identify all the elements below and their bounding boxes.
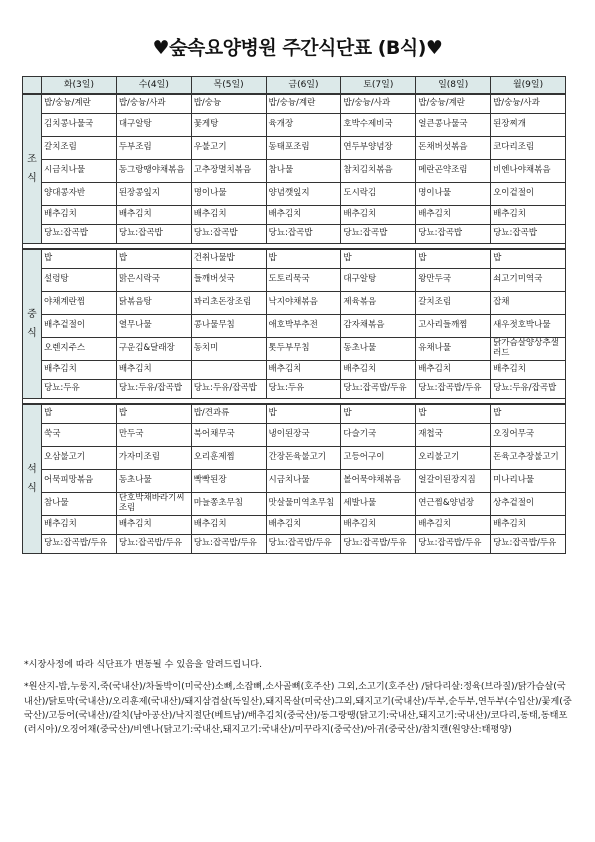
menu-cell: 당뇨:잡곡밥 — [116, 225, 191, 244]
day-header: 금(6일) — [266, 77, 341, 95]
menu-cell: 시금치나물 — [42, 160, 117, 183]
menu-cell: 갈치조림 — [416, 292, 491, 315]
menu-cell: 제육볶음 — [341, 292, 416, 315]
menu-cell: 밥/견과류 — [191, 404, 266, 424]
menu-cell: 마늘쫑초무침 — [191, 493, 266, 516]
day-header: 목(5일) — [191, 77, 266, 95]
menu-cell: 참나물 — [42, 493, 117, 516]
menu-cell: 얼갈이된장지짐 — [416, 470, 491, 493]
menu-cell: 배추김치 — [191, 516, 266, 535]
meal-label: 석 식 — [23, 404, 42, 554]
menu-row — [23, 516, 566, 535]
origin-text: *원산지-밥,누룽지,죽(국내산)/차돌박이(미국산)소뼈,소잡뼈,소사골뼈(호주산) 그외,소고기(호주산) /닭다리살:정육(브라질)/닭가슴살(국내산)/닭토막(국내산)/오리훈제(국내산)/돼지삼겹살(독일산),돼지목살(미국산)그외,돼지고기(국내산)/두부,순두부,연두부(수입산)/꽃게(중국산)/고등어(국내산)/갈치(남아공산)/낙지절단(베트남)/배추김치(중국산)/동그랑땡(닭고기:국내산,돼지고기:국내산)/코다리,동태,동태포(러시아)/오징어채(중국산)/비엔나(닭고기:국내산,돼지고기:국내산)/미꾸라지(중국산)/아귀(중국산)/참치캔(원양산:태평양) — [24, 681, 572, 735]
menu-cell: 꽃게탕 — [191, 114, 266, 137]
menu-row — [23, 160, 566, 183]
menu-cell: 배추김치 — [116, 206, 191, 225]
menu-cell: 명이나물 — [416, 183, 491, 206]
menu-row — [23, 493, 566, 516]
menu-cell: 유채나물 — [416, 338, 491, 361]
menu-cell: 호박수제비국 — [341, 114, 416, 137]
menu-cell: 밥 — [116, 249, 191, 269]
menu-cell: 동그랑땡야채볶음 — [116, 160, 191, 183]
menu-cell: 빡빡된장 — [191, 470, 266, 493]
menu-row — [23, 137, 566, 160]
menu-header — [23, 77, 566, 95]
menu-cell: 갈치조림 — [42, 137, 117, 160]
menu-cell: 북어채무국 — [191, 424, 266, 447]
menu-cell: 배추김치 — [116, 516, 191, 535]
page-title: ♥숲속요양병원 주간식단표 (B식)♥ — [152, 37, 443, 59]
menu-cell: 열무나물 — [116, 315, 191, 338]
menu-cell: 왕만두국 — [416, 269, 491, 292]
menu-cell: 애호박부추전 — [266, 315, 341, 338]
menu-row — [23, 225, 566, 244]
menu-cell: 오징어무국 — [491, 424, 566, 447]
menu-cell: 두부조림 — [116, 137, 191, 160]
menu-cell: 참치김치볶음 — [341, 160, 416, 183]
menu-cell: 밥 — [341, 249, 416, 269]
menu-cell: 당뇨:잡곡밥/두유 — [416, 535, 491, 554]
menu-cell: 낙지야채볶음 — [266, 292, 341, 315]
menu-cell: 얼큰콩나물국 — [416, 114, 491, 137]
menu-cell: 고추장멸치볶음 — [191, 160, 266, 183]
meal-label: 중 식 — [23, 249, 42, 399]
menu-cell: 시금치나물 — [266, 470, 341, 493]
menu-cell: 미나리나물 — [491, 470, 566, 493]
menu-cell: 배추김치 — [341, 206, 416, 225]
menu-cell: 메란곤약조림 — [416, 160, 491, 183]
menu-cell: 밥/숭늉/사과 — [491, 94, 566, 114]
menu-cell: 설렁탕 — [42, 269, 117, 292]
menu-cell: 당뇨:잡곡밥/두유 — [341, 535, 416, 554]
day-header: 일(8일) — [416, 77, 491, 95]
menu-cell: 연두부양념장 — [341, 137, 416, 160]
menu-cell: 밥 — [416, 249, 491, 269]
corner-cell — [23, 77, 42, 95]
menu-cell: 배추김치 — [341, 361, 416, 380]
menu-cell: 당뇨:두유/잡곡밥 — [491, 380, 566, 399]
menu-cell: 냉이된장국 — [266, 424, 341, 447]
menu-cell: 돈채버섯볶음 — [416, 137, 491, 160]
menu-cell: 오렌지주스 — [42, 338, 117, 361]
menu-cell: 닭가슴살양상추샐러드 — [491, 338, 566, 361]
menu-cell: 참나물 — [266, 160, 341, 183]
menu-cell: 감자채볶음 — [341, 315, 416, 338]
menu-row — [23, 424, 566, 447]
menu-cell: 당뇨:잡곡밥 — [416, 225, 491, 244]
menu-cell: 쇠고기미역국 — [491, 269, 566, 292]
menu-cell: 배추김치 — [491, 206, 566, 225]
menu-cell: 배추김치 — [266, 361, 341, 380]
menu-row — [23, 183, 566, 206]
menu-cell: 당뇨:잡곡밥 — [341, 225, 416, 244]
menu-row — [23, 380, 566, 399]
menu-cell: 꽈리초돈장조림 — [191, 292, 266, 315]
menu-cell: 닭볶음탕 — [116, 292, 191, 315]
menu-cell: 잡채 — [491, 292, 566, 315]
menu-cell: 동태포조림 — [266, 137, 341, 160]
menu-row — [23, 114, 566, 137]
menu-cell — [191, 361, 266, 380]
menu-cell: 동초나물 — [116, 470, 191, 493]
menu-cell: 오리불고기 — [416, 447, 491, 470]
menu-cell: 상추겉절이 — [491, 493, 566, 516]
menu-cell: 당뇨:잡곡밥/두유 — [42, 535, 117, 554]
menu-cell: 오삼불고기 — [42, 447, 117, 470]
menu-cell: 재첩국 — [416, 424, 491, 447]
menu-cell: 당뇨:잡곡밥/두유 — [491, 535, 566, 554]
menu-cell: 당뇨:잡곡밥/두유 — [266, 535, 341, 554]
menu-cell: 당뇨:잡곡밥/두유 — [116, 535, 191, 554]
menu-cell: 다슬기국 — [341, 424, 416, 447]
menu-row — [23, 361, 566, 380]
menu-cell: 배추김치 — [491, 516, 566, 535]
menu-cell: 밥/숭늉 — [191, 94, 266, 114]
day-header: 수(4일) — [116, 77, 191, 95]
day-header: 토(7일) — [341, 77, 416, 95]
menu-cell: 육개장 — [266, 114, 341, 137]
menu-cell: 양념깻잎지 — [266, 183, 341, 206]
menu-cell: 밥 — [341, 404, 416, 424]
menu-cell: 당뇨:두유 — [266, 380, 341, 399]
menu-cell: 코다리조림 — [491, 137, 566, 160]
menu-cell: 밥 — [42, 404, 117, 424]
menu-cell: 밥/숭늉/계란 — [416, 94, 491, 114]
menu-cell: 된장콩잎지 — [116, 183, 191, 206]
menu-cell: 동초나물 — [341, 338, 416, 361]
meal-label: 조 식 — [23, 94, 42, 244]
menu-cell: 돈육고추장불고기 — [491, 447, 566, 470]
menu-row — [23, 249, 566, 269]
menu-cell: 건취나물밥 — [191, 249, 266, 269]
menu-cell: 새우젓호박나물 — [491, 315, 566, 338]
menu-cell: 콩나물무침 — [191, 315, 266, 338]
menu-cell: 동치미 — [191, 338, 266, 361]
menu-cell: 배추김치 — [416, 361, 491, 380]
menu-row — [23, 315, 566, 338]
menu-cell: 구운김&달래장 — [116, 338, 191, 361]
menu-cell: 된장찌개 — [491, 114, 566, 137]
menu-cell: 비엔나야채볶음 — [491, 160, 566, 183]
menu-cell: 밥 — [266, 249, 341, 269]
menu-row — [23, 269, 566, 292]
menu-cell: 가자미조림 — [116, 447, 191, 470]
menu-cell: 당뇨:잡곡밥 — [491, 225, 566, 244]
menu-cell: 김치콩나물국 — [42, 114, 117, 137]
menu-cell: 밥 — [491, 404, 566, 424]
menu-cell: 간장돈육불고기 — [266, 447, 341, 470]
menu-row — [23, 535, 566, 554]
menu-cell: 밥 — [116, 404, 191, 424]
menu-cell: 당뇨:두유/잡곡밥 — [116, 380, 191, 399]
menu-cell: 배추겉절이 — [42, 315, 117, 338]
menu-cell: 당뇨:잡곡밥/두유 — [191, 535, 266, 554]
menu-row — [23, 470, 566, 493]
menu-cell: 당뇨:잡곡밥/두유 — [341, 380, 416, 399]
menu-cell: 만두국 — [116, 424, 191, 447]
menu-cell: 대구알탕 — [116, 114, 191, 137]
menu-cell: 당뇨:잡곡밥 — [191, 225, 266, 244]
weekly-menu-table — [22, 76, 566, 554]
day-header: 화(3일) — [42, 77, 117, 95]
menu-cell: 쑥국 — [42, 424, 117, 447]
menu-cell: 당뇨:잡곡밥 — [42, 225, 117, 244]
menu-cell: 맛살물미역초무침 — [266, 493, 341, 516]
menu-cell: 밥 — [416, 404, 491, 424]
menu-cell: 도시락김 — [341, 183, 416, 206]
day-header: 월(9일) — [491, 77, 566, 95]
menu-cell: 밥/숭늉/계란 — [266, 94, 341, 114]
menu-cell: 맑은시락국 — [116, 269, 191, 292]
menu-cell: 밥 — [266, 404, 341, 424]
menu-cell: 오이겉절이 — [491, 183, 566, 206]
menu-cell: 배추김치 — [266, 516, 341, 535]
menu-cell: 밥/숭늉/사과 — [341, 94, 416, 114]
menu-cell: 배추김치 — [116, 361, 191, 380]
menu-row — [23, 338, 566, 361]
menu-cell: 배추김치 — [416, 516, 491, 535]
menu-cell: 단호박채바라기씨조림 — [116, 493, 191, 516]
menu-cell: 고등어구이 — [341, 447, 416, 470]
menu-cell: 연근찜&양념장 — [416, 493, 491, 516]
menu-cell: 배추김치 — [42, 516, 117, 535]
menu-row — [23, 292, 566, 315]
menu-cell: 밥/숭늉/사과 — [116, 94, 191, 114]
menu-cell: 당뇨:잡곡밥/두유 — [416, 380, 491, 399]
menu-row — [23, 404, 566, 424]
menu-cell: 배추김치 — [191, 206, 266, 225]
menu-cell: 고사리들깨찜 — [416, 315, 491, 338]
menu-body — [23, 94, 566, 554]
menu-cell: 배추김치 — [416, 206, 491, 225]
menu-cell: 야채계란찜 — [42, 292, 117, 315]
menu-cell: 양대콩자반 — [42, 183, 117, 206]
notes — [24, 658, 572, 745]
menu-cell: 배추김치 — [491, 361, 566, 380]
menu-row — [23, 447, 566, 470]
menu-cell: 배추김치 — [42, 361, 117, 380]
menu-cell: 명이나물 — [191, 183, 266, 206]
menu-cell: 볼어묵야채볶음 — [341, 470, 416, 493]
menu-cell: 어묵피망볶음 — [42, 470, 117, 493]
menu-cell: 도토리묵국 — [266, 269, 341, 292]
menu-row — [23, 206, 566, 225]
menu-cell: 당뇨:두유 — [42, 380, 117, 399]
menu-cell: 톳두부무침 — [266, 338, 341, 361]
menu-cell: 우불고기 — [191, 137, 266, 160]
menu-cell: 들깨버섯국 — [191, 269, 266, 292]
menu-cell: 배추김치 — [341, 516, 416, 535]
menu-row — [23, 94, 566, 114]
menu-cell: 배추김치 — [42, 206, 117, 225]
menu-cell: 배추김치 — [266, 206, 341, 225]
notice-text: *시장사정에 따라 식단표가 변동될 수 있음을 알려드립니다. — [24, 659, 263, 670]
menu-cell: 오리훈제찜 — [191, 447, 266, 470]
menu-cell: 대구알탕 — [341, 269, 416, 292]
menu-cell: 밥/숭늉/계란 — [42, 94, 117, 114]
menu-cell: 당뇨:잡곡밥 — [266, 225, 341, 244]
menu-cell: 밥 — [42, 249, 117, 269]
menu-cell: 세발나물 — [341, 493, 416, 516]
menu-cell: 당뇨:두유/잡곡밥 — [191, 380, 266, 399]
menu-cell: 밥 — [491, 249, 566, 269]
